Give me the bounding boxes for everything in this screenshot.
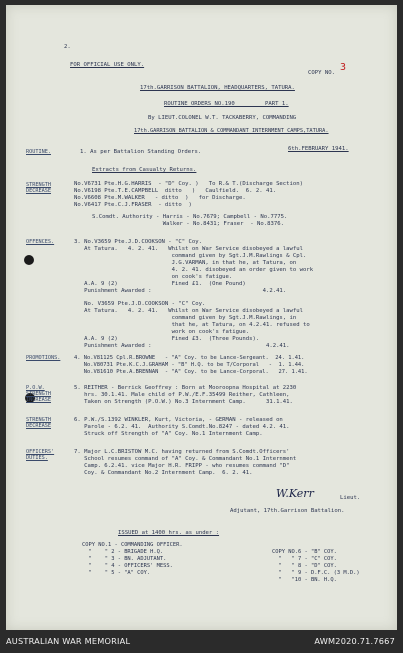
offence-line: A.A. 9 (2) Fined £1. (One Pound): [74, 281, 246, 287]
footer-institution: AUSTRALIAN WAR MEMORIAL: [6, 636, 131, 646]
item7-line: School resumes command of "A" Coy. & Commandant No.1 Internment: [74, 456, 297, 462]
decrease-line: No.V6731 Pte.H.G.HARRIS - "D" Coy. ) To R.& T.(Discharge Section): [74, 181, 304, 187]
handwritten-signature: W.Kerr: [276, 487, 314, 500]
footer-accession-number: AWM2020.71.7667: [314, 636, 395, 646]
pow-label: P.O.W.: [26, 385, 45, 391]
decrease-line: No.V6417 Pte.C.J.FRASER - ditto ): [74, 202, 192, 208]
offence-line: command given by Sgt.J.M.Rawlings & Cpl.: [74, 253, 307, 259]
archive-footer: [0, 630, 403, 653]
copy-line: " " 3 - BN. ADJUTANT.: [82, 556, 167, 562]
promotions-label: PROMOTIONS.: [26, 355, 61, 361]
copy-number-value: 3: [340, 62, 347, 73]
signature-rank: Lieut.: [340, 495, 361, 501]
copy-line: COPY NO.1 - COMMANDING OFFICER.: [82, 542, 183, 548]
official-use-heading: FOR OFFICIAL USE ONLY.: [70, 62, 145, 68]
item6-line: Parole - 6.2. 41. Authority S.Comdt.No.8247 - dated 4.2. 41.: [74, 424, 290, 430]
copy-line: " "10 - BN. H.Q.: [272, 577, 337, 583]
strength2-label: STRENGTH: [26, 417, 51, 423]
battalion-heading: 17th.GARRISON BATTALION, HEADQUARTERS, TATURA.: [140, 85, 295, 91]
item6-line: Struck off Strength of "A" Coy. No.1 Internment Camp.: [74, 431, 263, 437]
issued-heading: ISSUED at 1400 hrs. as under :: [118, 530, 220, 536]
offence-line: that he, at Tatura, on 4.2.41. refused to: [74, 322, 310, 328]
orders-heading: ROUTINE ORDERS NO.190 PART 1.: [164, 101, 289, 107]
offence-line: At Tatura. 4. 2. 41. Whilst on War Service disobeyed a lawful: [74, 246, 304, 252]
pow-line: Taken on Strength (P.O.W.) No.3 Internment Camp. 31.1.41.: [74, 399, 293, 405]
pow-increase-label: INCREASE: [26, 397, 51, 403]
offence-line: A.A. 9 (2) Fined £3. (Three Pounds).: [74, 336, 260, 342]
copy-line: " " 7 - "C" COY.: [272, 556, 337, 562]
offence-line: Punishment Awarded : 4.2.41.: [74, 343, 290, 349]
routine-label: ROUTINE.: [26, 149, 51, 155]
promotion-line: No.V80731 Pte.K.C.J.GRAHAM - "B" H.Q. to be T/Corporal - 1. 1.44.: [74, 362, 305, 368]
promotion-line: 4. No.V81125 Cpl.R.BROWNE - "A" Coy. to be Lance-Sergeant. 24. 1.41.: [74, 355, 305, 361]
punch-hole: [24, 255, 34, 265]
extracts-heading: Extracts from Casualty Returns.: [92, 167, 197, 173]
offence-line: Punishment Awarded : 4.2.41.: [74, 288, 287, 294]
duties-label: DUTIES.: [26, 455, 48, 461]
copy-number-label: COPY NO.: [308, 70, 335, 76]
item6-line: 6. P.W./S.1392 WINKLER, Kurt, Victoria, - GERMAN - released on: [74, 417, 283, 423]
copy-line: COPY NO.6 - "B" COY.: [272, 549, 337, 555]
commanding-line: 17th.GARRISON BATTALION & COMMANDANT INTERNMENT CAMPS,TATURA.: [134, 128, 329, 134]
decrease2-label: DECREASE: [26, 423, 51, 429]
offence-line: 3. No.V3659 Pte.J.D.COOKSON - "C" Coy.: [74, 239, 202, 245]
offence-line: command given by Sgt.J.M.Rawlings, in: [74, 315, 297, 321]
copy-line: " " 4 - OFFICERS' MESS.: [82, 563, 173, 569]
copy-line: " " 9 - D.F.C. (3 M.D.): [272, 570, 360, 576]
pow-line: 5. REITHER - Berrick Geoffrey : Born at Mooroopna Hospital at 2230: [74, 385, 297, 391]
offences-label: OFFENCES.: [26, 239, 55, 245]
page-number: 2.: [64, 44, 71, 50]
decrease-line: No.V6608 Pte.M.WALKER - ditto ) for Discharge.: [74, 195, 246, 201]
document-page: [6, 5, 397, 630]
offence-line: J.G.VARMAN, in that he, at Tatura, on: [74, 260, 297, 266]
authority-line: S.Comdt. Authority - Harris - No.7679; Campbell - No.7775.: [92, 214, 288, 220]
item7-line: Camp. 6.2.41. vice Major H.R. FRIPP - who resumes command "D": [74, 463, 290, 469]
offence-line: At Tatura. 4. 2. 41. Whilst on War Service disobeyed a lawful: [74, 308, 304, 314]
copy-line: " " 5 - "A" COY.: [82, 570, 151, 576]
officers-label: OFFICERS': [26, 449, 55, 455]
copy-line: " " 8 - "D" COY.: [272, 563, 337, 569]
promotion-line: No.V81610 Pte.A.BRENNAN - "A" Coy. to be Lance-Corporal. 27. 1.41.: [74, 369, 308, 375]
pow-strength-label: STRENGTH: [26, 391, 51, 397]
orders-date: 6th.FEBRUARY 1941.: [288, 146, 349, 152]
decrease-label: DECREASE: [26, 188, 51, 194]
offence-line: No. V3659 Pte.J.D.COOKSON - "C" Coy.: [74, 301, 206, 307]
item-1: 1. As per Battalion Standing Orders.: [80, 149, 202, 155]
decrease-line: No.V6198 Pte.T.E.CAMPBELL ditto ) Caulfield. 6. 2. 41.: [74, 188, 277, 194]
authority-line: Walker - No.8431; Fraser - No.8376.: [92, 221, 284, 227]
item7-line: Coy. & Commandant No.2 Internment Camp. 6. 2. 41.: [74, 470, 253, 476]
by-line: By LIEUT.COLONEL W.T. TACKABERRY, COMMANDING: [148, 115, 297, 121]
offence-line: work on cook's fatigue.: [74, 329, 250, 335]
item7-line: 7. Major L.C.BRISTOW M.C. having returned from S.Comdt.Officers': [74, 449, 290, 455]
signature-title: Adjutant, 17th.Garrison Battalion.: [230, 508, 345, 514]
strength-label: STRENGTH: [26, 182, 51, 188]
offence-line: 4. 2. 41. disobeyed an order given to work: [74, 267, 314, 273]
copy-line: " " 2 - BRIGADE H.Q.: [82, 549, 164, 555]
pow-line: hrs. 30.1.41. Male child of P.W./E.F.35499 Reither, Cathleen,: [74, 392, 290, 398]
offence-line: on cook's fatigue.: [74, 274, 233, 280]
